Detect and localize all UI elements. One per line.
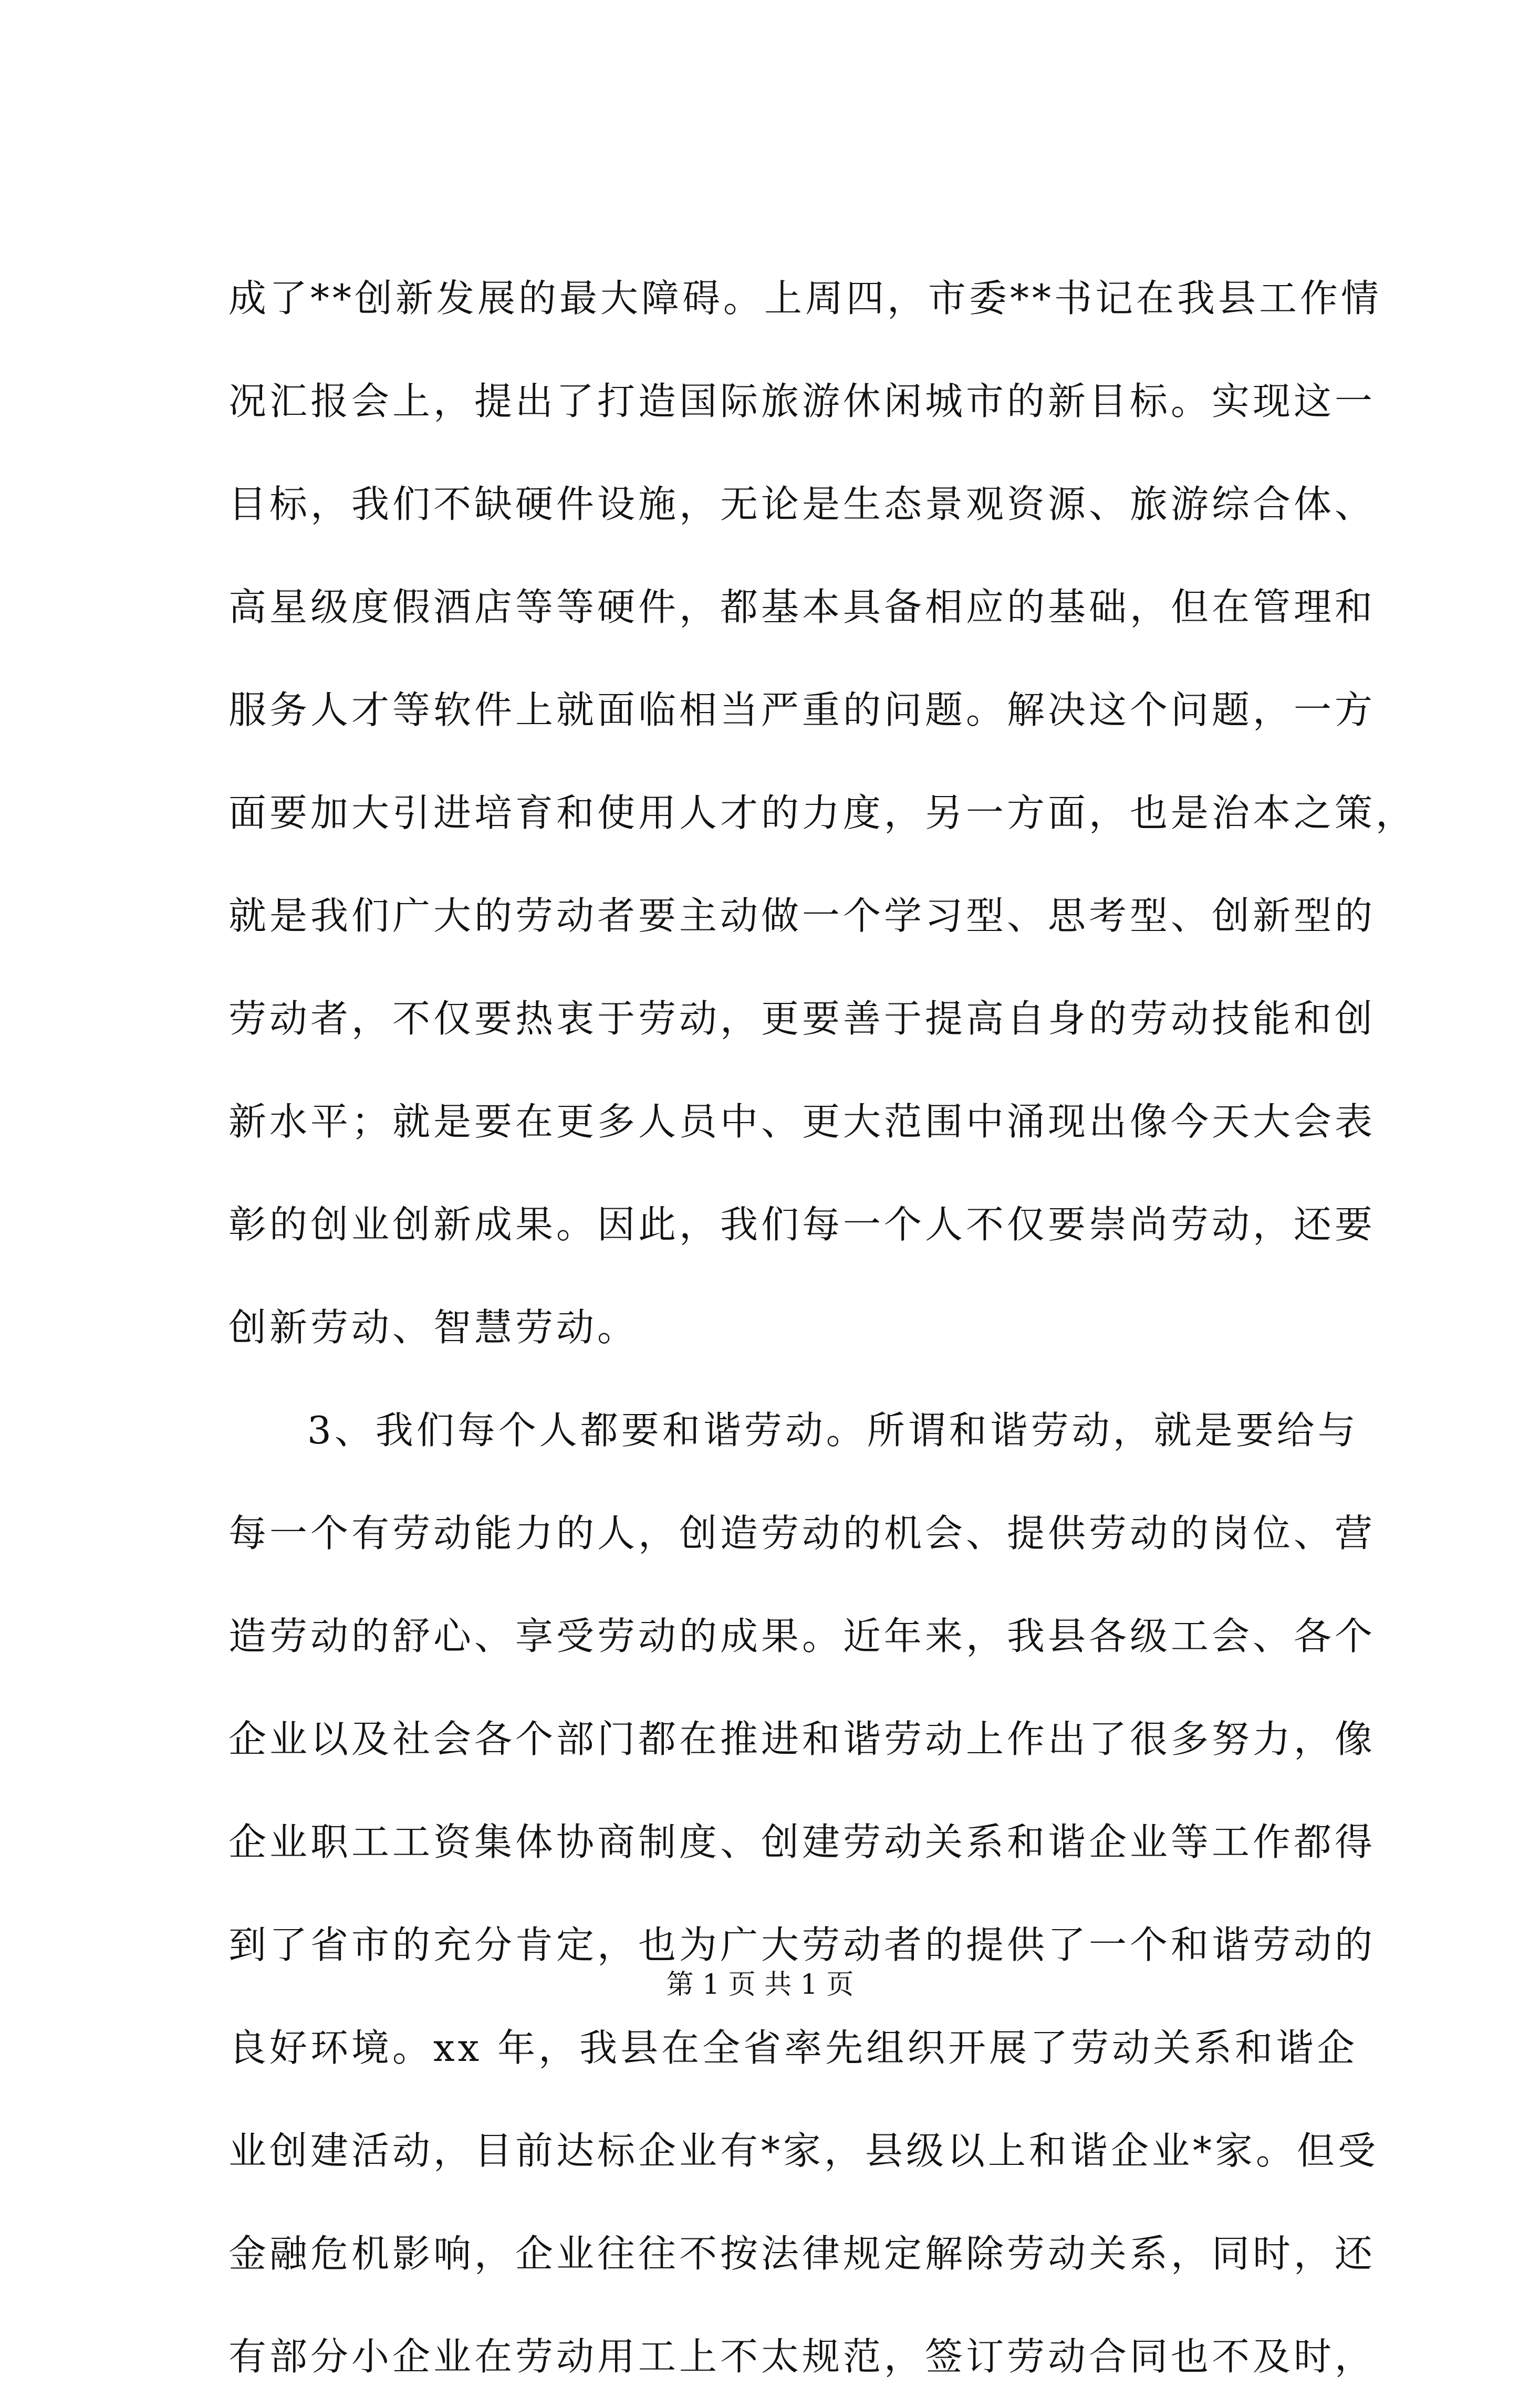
paragraph-1-line-4: 高星级度假酒店等等硬件，都基本具备相应的基础，但在管理和 [228,585,1376,629]
paragraph-2-line-5: 企业职工工资集体协商制度、创建劳动关系和谐企业等工作都得 [228,1820,1376,1864]
paragraph-1-line-1: 成了**创新发展的最大障碍。上周四，市委**书记在我县工作情 [228,276,1382,320]
paragraph-1-line-3: 目标，我们不缺硬件设施，无论是生态景观资源、旅游综合体、 [228,482,1376,526]
paragraph-2-line-8: 业创建活动，目前达标企业有*家，县级以上和谐企业*家。但受 [228,2129,1379,2173]
document-body [228,247,1417,2408]
paragraph-2-line-7: 良好环境。xx 年，我县在全省率先组织开展了劳动关系和谐企 [228,2026,1358,2070]
paragraph-1-line-6: 面要加大引进培育和使用人才的力度，另一方面，也是治本之策， [228,791,1417,835]
paragraph-2-line-9: 金融危机影响，企业往往不按法律规定解除劳动关系，同时，还 [228,2232,1376,2276]
paragraph-2-line-4: 企业以及社会各个部门都在推进和谐劳动上作出了很多努力，像 [228,1717,1376,1761]
paragraph-1-line-7: 就是我们广大的劳动者要主动做一个学习型、思考型、创新型的 [228,894,1376,938]
paragraph-1-line-10: 彰的创业创新成果。因此，我们每一个人不仅要崇尚劳动，还要 [228,1202,1376,1247]
paragraph-1-line-2: 况汇报会上，提出了打造国际旅游休闲城市的新目标。实现这一 [228,379,1376,423]
paragraph-2-line-3: 造劳动的舒心、享受劳动的成果。近年来，我县各级工会、各个 [228,1614,1376,1658]
paragraph-1-line-9: 新水平；就是要在更多人员中、更大范围中涌现出像今天大会表 [228,1100,1376,1144]
paragraph-1-line-5: 服务人才等软件上就面临相当严重的问题。解决这个问题，一方 [228,688,1376,732]
paragraph-2-line-10: 有部分小企业在劳动用工上不太规范，签订劳动合同也不及时， [228,2334,1376,2379]
paragraph-2-line-2: 每一个有劳动能力的人，创造劳动的机会、提供劳动的岗位、营 [228,1511,1376,1555]
paragraph-2-line-6: 到了省市的充分肯定，也为广大劳动者的提供了一个和谐劳动的 [228,1923,1376,1967]
paragraph-1-line-11: 创新劳动、智慧劳动。 [228,1305,639,1349]
page-number-footer: 第 1 页 共 1 页 [666,1969,854,2001]
paragraph-1-line-8: 劳动者，不仅要热衷于劳动，更要善于提高自身的劳动技能和创 [228,997,1376,1041]
paragraph-2-line-1: 3、我们每个人都要和谐劳动。所谓和谐劳动，就是要给与 [307,1408,1359,1452]
